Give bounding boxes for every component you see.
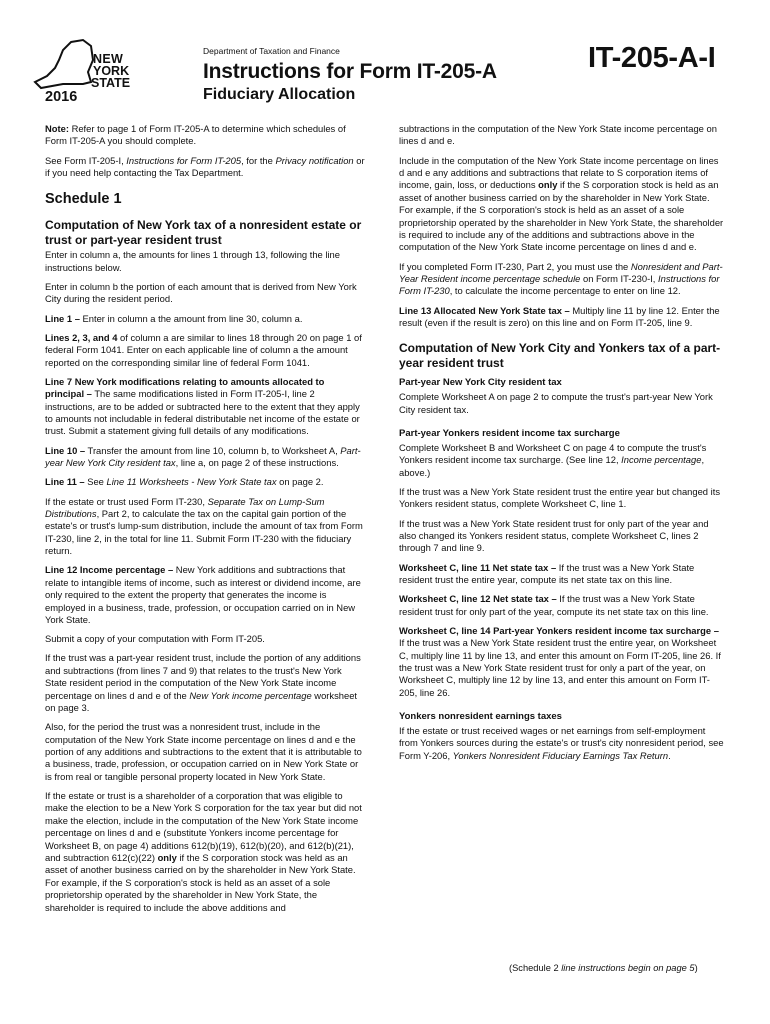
also-paragraph: Also, for the period the trust was a nonresident trust, include in the computation of the New York State income percentage on lines d and e the portion of any additions and subtractions to the extent that it is attributable to a business, trade, profession, or occupation carried on in New York State or is from real or tangible personal property located in New York State. (45, 721, 362, 782)
it230-text: , Part 2, to calculate the tax on the capital gain portion of the estate's or trust's lump-sum distribution, include the amount of tax from Form IT-230, line 2, in the total for line 11. Submit Form IT-230 with the fiduciary return. (45, 507, 363, 557)
s-corp-text: If the estate or trust is a shareholder of a corporation that was eligible to make the election to be a New York S corporation for the tax year but did not make the election, include in the computation of the New York State income percentage on lines d and e (substitute Yonkers income percentage for Worksheet B, on page 4) additions 612(b)(19), 612(b)(20), and 612(b)(21), and subtraction 612(c)(22) (45, 790, 362, 864)
line-11-text: on page 2. (276, 476, 324, 488)
worksheet-c-line-12-label: Worksheet C, line 12 Net state tax – (399, 593, 557, 605)
worksheet-c-line-14-text: If the trust was a New York State resident trust the entire year, on Worksheet C, multiply line 11 by line 13, and enter this amount on Form IT-205, line 26. If the trust was a New York State resident trust for only a part of the year, on Worksheet C, multiply line 12 by line 13, and enter this amount on Form IT-205, line 26. (399, 637, 721, 698)
it230-italic: Separate Tax on Lump-Sum Distributions (45, 495, 325, 519)
schedule-1-heading: Schedule 1 (45, 191, 122, 208)
line-7-paragraph (45, 376, 366, 438)
yonkers-nonresident-subheading: Yonkers nonresident earnings taxes (399, 710, 562, 722)
note-paragraph (45, 123, 366, 148)
include-text: if the S corporation stock is held as an asset of another business carried on by the shareholder in New York State. For example, if the S corporation's stock is held as an asset of a sole proprietorship operated by the shareholder in New York State, the shareholder is required to include any of the additions and subtractions above in the computation of the New York State income percentage on lines d and e. (399, 179, 724, 253)
line-10-text: , line a, on page 2 of these instructions. (175, 457, 339, 469)
it230-part2-italic: Nonresident and Part-Year Resident income percentage schedule (399, 260, 723, 285)
computation-heading: Computation of New York tax of a nonresident estate or trust or part-year resident trust (45, 218, 362, 247)
entire-year-paragraph: If the trust was a New York State resident trust the entire year but changed its Yonkers resident status, complete Worksheet C, line 1. (399, 485, 721, 510)
see-text: or if you need help contacting the Tax Department. (45, 154, 365, 179)
line-12-text: New York additions and subtractions that relate to intangible items of income, such as interest or dividend income, are only required to the extent the property that generates the income is employed in a business, trade, profession, or occupation carried on in New York State. (45, 564, 361, 625)
include-text: Include in the computation of the New York State income percentage on lines d and e any additions and subtractions that relate to S corporation items of income, gain, loss, or deductions (399, 154, 719, 191)
line-10-paragraph (45, 445, 366, 470)
it230-part2-text: on Form IT-230-I, (580, 273, 659, 285)
it230-part2-italic: Instructions for Form IT-230 (399, 273, 720, 297)
worksheet-c-line-14-paragraph (399, 625, 725, 699)
line-13-text: Multiply line 11 by line 12. Enter the result (even if the result is zero) on this line and on Form IT-205, line 9. (399, 304, 720, 329)
worksheet-c-line-11-text: If the trust was a New York State resident trust the entire year, compute its net state tax on this line. (399, 561, 695, 585)
worksheet-c-line-11-paragraph (399, 562, 725, 587)
worksheet-c-line-11-label: Worksheet C, line 11 Net state tax – (399, 561, 557, 573)
privacy-notification-text: Privacy notification (275, 154, 354, 166)
part-year-italic: New York income percentage (189, 689, 312, 701)
yonkers-surcharge-paragraph (399, 442, 725, 479)
page-subtitle: Fiduciary Allocation (203, 86, 356, 103)
it230-part2-paragraph (399, 261, 725, 298)
line-12-paragraph (45, 564, 366, 626)
part-year-text: worksheet on page 3. (45, 689, 358, 713)
include-bold: only (538, 179, 558, 191)
worksheet-c-line-12-paragraph (399, 593, 725, 618)
logo-year: 2016 (45, 89, 78, 105)
yonkers-surcharge-subheading: Part-year Yonkers resident income tax surcharge (399, 427, 620, 439)
lines-2-3-4-paragraph (45, 332, 366, 369)
yonkers-nonresident-paragraph (399, 725, 725, 762)
lines-2-3-4-text: of column a are similar to lines 18 through 20 on page 1 of federal Form 1041. Enter on each applicable line of column a the amount reported on the corresponding similar line of federal Form 1041. (45, 331, 362, 368)
s-corp-bold: only (157, 852, 177, 864)
part-year-text: If the trust was a part-year resident trust, include the portion of any additions and subtractions (from lines 7 and 9) that relates to the trust's New York State resident period in the computation of the New York State income percentage on lines d and e of the (45, 652, 361, 701)
submit-copy-paragraph: Submit a copy of your computation with Form IT-205. (45, 633, 265, 645)
see-paragraph (45, 155, 366, 180)
continued-paragraph: subtractions in the computation of the New York State income percentage on lines d and e. (399, 123, 717, 147)
yonkers-surcharge-italic: Income percentage (621, 454, 702, 466)
yonkers-surcharge-text: Complete Worksheet B and Worksheet C on page 4 to compute the trust's Yonkers resident income tax surcharge. (See line 12, (399, 441, 707, 466)
logo-word-state: STATE (91, 76, 131, 90)
line-11-italic: Line 11 Worksheets - New York State tax (106, 476, 277, 488)
line-11-label: Line 11 – (45, 476, 85, 488)
column-a-paragraph: Enter in column a, the amounts for lines 1 through 13, following the line instructions below. (45, 249, 340, 273)
line-10-label: Line 10 – (45, 444, 86, 456)
footer-text: (Schedule 2 (509, 963, 562, 973)
line-13-paragraph (399, 305, 725, 330)
note-label: Note: (45, 123, 69, 134)
lines-2-3-4-label: Lines 2, 3, and 4 (45, 331, 118, 343)
department-name: Department of Taxation and Finance (203, 46, 340, 56)
page-header (0, 0, 770, 120)
line-7-text: The same modifications listed in Form IT-205-I, line 2 instructions, are to be added or subtracted here to the extent that they apply to amounts not includable in federal distributable net income of the estate or trust. Submit a statement giving full details of any modifications. (45, 388, 360, 437)
line-7-label: Line 7 New York modifications relating to amounts allocated to principal – (45, 375, 325, 400)
line-1-text: Enter in column a the amount from line 30, column a. (79, 312, 303, 324)
worksheet-c-line-14-label: Worksheet C, line 14 Part-year Yonkers resident income tax surcharge – (399, 624, 719, 636)
line-13-label: Line 13 Allocated New York State tax – (399, 304, 570, 316)
yonkers-surcharge-text: , above.) (399, 454, 705, 478)
right-column (399, 123, 725, 769)
it230-part2-text: , to calculate the income percentage to enter on line 12. (449, 285, 681, 297)
see-instructions-link: Instructions for Form IT-205 (126, 154, 242, 166)
line-11-paragraph (45, 476, 366, 488)
left-column (45, 123, 366, 921)
s-corp-paragraph (45, 790, 366, 914)
page-footer-note (509, 963, 698, 973)
note-text: Refer to page 1 of Form IT-205-A to determine which schedules of Form IT-205-A you should complete. (45, 123, 346, 147)
nyc-resident-tax-subheading: Part-year New York City resident tax (399, 377, 562, 389)
page-title: Instructions for Form IT-205-A (203, 60, 497, 83)
column-b-paragraph: Enter in column b the portion of each amount that is derived from New York City during the resident period. (45, 281, 357, 305)
it230-paragraph (45, 496, 366, 558)
nyc-resident-tax-paragraph: Complete Worksheet A on page 2 to compute the trust's part-year New York City resident tax. (399, 391, 713, 415)
line-12-label: Line 12 Income percentage – (45, 564, 174, 576)
logo-word-new: NEW (93, 52, 124, 66)
worksheet-c-line-12-text: If the trust was a New York State resident trust for only part of the year, compute its net state tax on this line. (399, 593, 709, 617)
yonkers-nonresident-text: If the estate or trust received wages or net earnings from self-employment from Yonkers sources during the estate's or trust's city nonresident period, see Form Y-206, (399, 724, 724, 761)
line-1-label: Line 1 – (45, 312, 80, 324)
only-part-paragraph: If the trust was a New York State resident trust for only part of the year and also changed its Yonkers resident status, complete Worksheet C, lines 2 through 7 and line 9. (399, 517, 709, 554)
see-text: See Form IT-205-I, (45, 154, 127, 166)
yonkers-nonresident-text: . (668, 749, 671, 761)
nys-logo (33, 38, 148, 110)
it230-text: If the estate or trust used Form IT-230, (45, 495, 208, 507)
yonkers-nonresident-italic: Yonkers Nonresident Fiduciary Earnings Tax Return (452, 749, 669, 761)
form-number: IT-205-A-I (588, 42, 716, 74)
line-1-paragraph (45, 313, 366, 325)
nyc-yonkers-heading: Computation of New York City and Yonkers tax of a part-year resident trust (399, 341, 721, 370)
s-corp-text: if the S corporation stock was held as an asset of another business carried on by the shareholder in New York State. For example, if the S corporation's stock is held as an asset of a sole proprietorship operated by the shareholder in New York State, the shareholder is required to include the above additions and (45, 852, 356, 913)
include-paragraph (399, 155, 725, 254)
part-year-paragraph (45, 652, 366, 714)
line-11-text: See (84, 476, 107, 488)
footer-italic: line instructions begin on page 5 (561, 963, 695, 973)
see-text: , for the (241, 154, 276, 166)
line-10-italic: Part-year New York City resident tax (45, 444, 361, 469)
footer-text: ) (694, 963, 698, 973)
logo-word-york: YORK (93, 64, 130, 78)
line-10-text: Transfer the amount from line 10, column b, to Worksheet A, (85, 444, 341, 456)
it230-part2-text: If you completed Form IT-230, Part 2, you must use the (399, 260, 631, 272)
